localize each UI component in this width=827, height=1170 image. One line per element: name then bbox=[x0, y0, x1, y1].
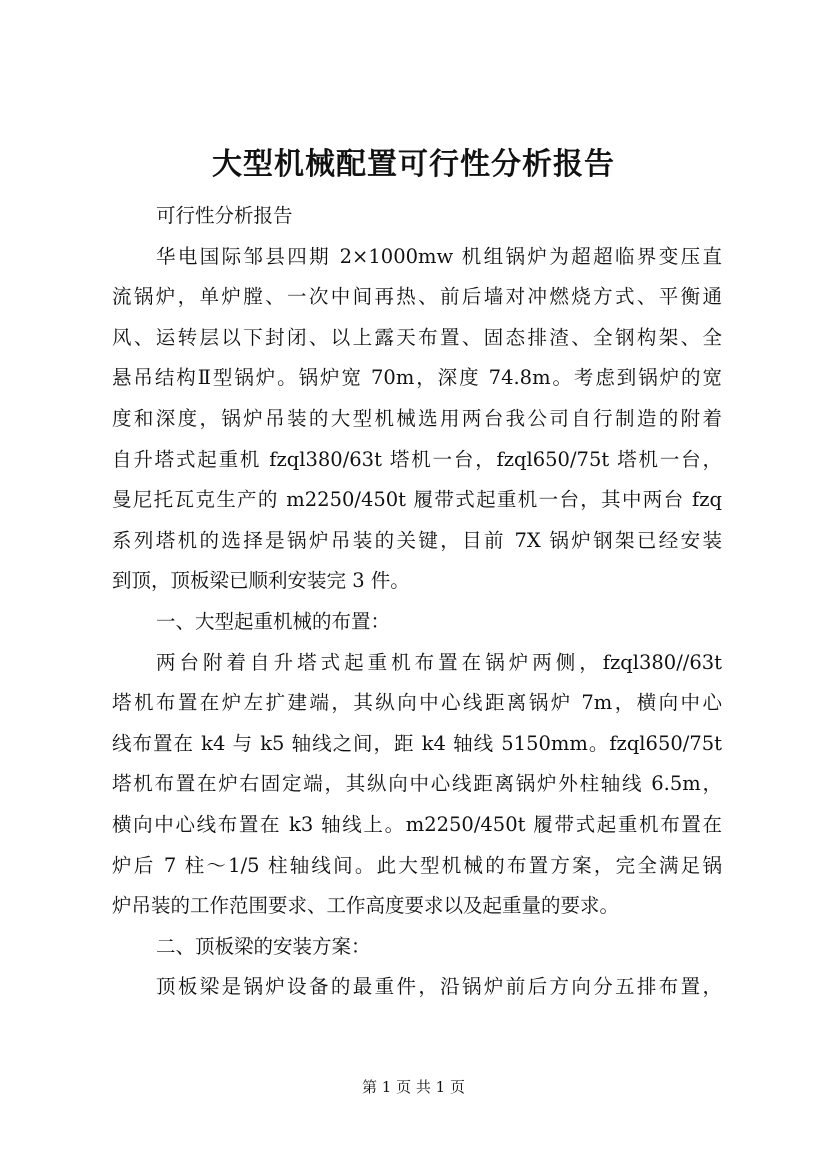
text-line: 二、顶板梁的安装方案： bbox=[156, 934, 371, 958]
text-line: 风、运转层以下封闭、以上露天布置、固态排渣、全钢构架、全 bbox=[112, 325, 722, 349]
text-line: 曼尼托瓦克生产的 m2250/450t 履带式起重机一台，其中两台 fzq bbox=[112, 488, 722, 512]
document-title: 大型机械配置可行性分析报告 bbox=[212, 147, 615, 182]
document-body bbox=[112, 196, 722, 1008]
text-line: 自升塔式起重机 fzql380/63t 塔机一台，fzql650/75t 塔机一台， bbox=[112, 447, 722, 471]
text-line: 系列塔机的选择是锅炉吊装的关键，目前 7X 锅炉钢架已经安装 bbox=[112, 528, 722, 552]
text-line: 悬吊结构Ⅱ型锅炉。锅炉宽 70m，深度 74.8m。考虑到锅炉的宽 bbox=[112, 366, 722, 390]
text-line: 两台附着自升塔式起重机布置在锅炉两侧，fzql380//63t bbox=[156, 650, 722, 674]
text-line: 塔机布置在炉左扩建端，其纵向中心线距离锅炉 7m，横向中心 bbox=[112, 691, 722, 715]
text-line: 度和深度，锅炉吊装的大型机械选用两台我公司自行制造的附着 bbox=[112, 406, 722, 430]
text-line: 流锅炉，单炉膛、一次中间再热、前后墙对冲燃烧方式、平衡通 bbox=[112, 285, 722, 309]
text-line: 到顶，顶板梁已顺利安装完 3 件。 bbox=[112, 569, 410, 593]
text-line: 一、大型起重机械的布置： bbox=[156, 609, 391, 633]
text-line: 塔机布置在炉右固定端，其纵向中心线距离锅炉外柱轴线 6.5m， bbox=[112, 772, 722, 796]
text-line: 横向中心线布置在 k3 轴线上。m2250/450t 履带式起重机布置在 bbox=[112, 812, 722, 836]
text-line: 炉后 7 柱～1/5 柱轴线间。此大型机械的布置方案，完全满足锅 bbox=[112, 853, 722, 877]
text-line: 顶板梁是锅炉设备的最重件，沿锅炉前后方向分五排布置， bbox=[156, 975, 722, 999]
text-line: 华电国际邹县四期 2×1000mw 机组锅炉为超超临界变压直 bbox=[156, 244, 722, 268]
text-line: 可行性分析报告 bbox=[156, 204, 293, 227]
text-line: 线布置在 k4 与 k5 轴线之间，距 k4 轴线 5150mm。fzql650/75t bbox=[112, 731, 722, 755]
page-footer: 第 1 页 共 1 页 bbox=[362, 1078, 465, 1096]
text-line: 炉吊装的工作范围要求、工作高度要求以及起重量的要求。 bbox=[112, 894, 620, 918]
